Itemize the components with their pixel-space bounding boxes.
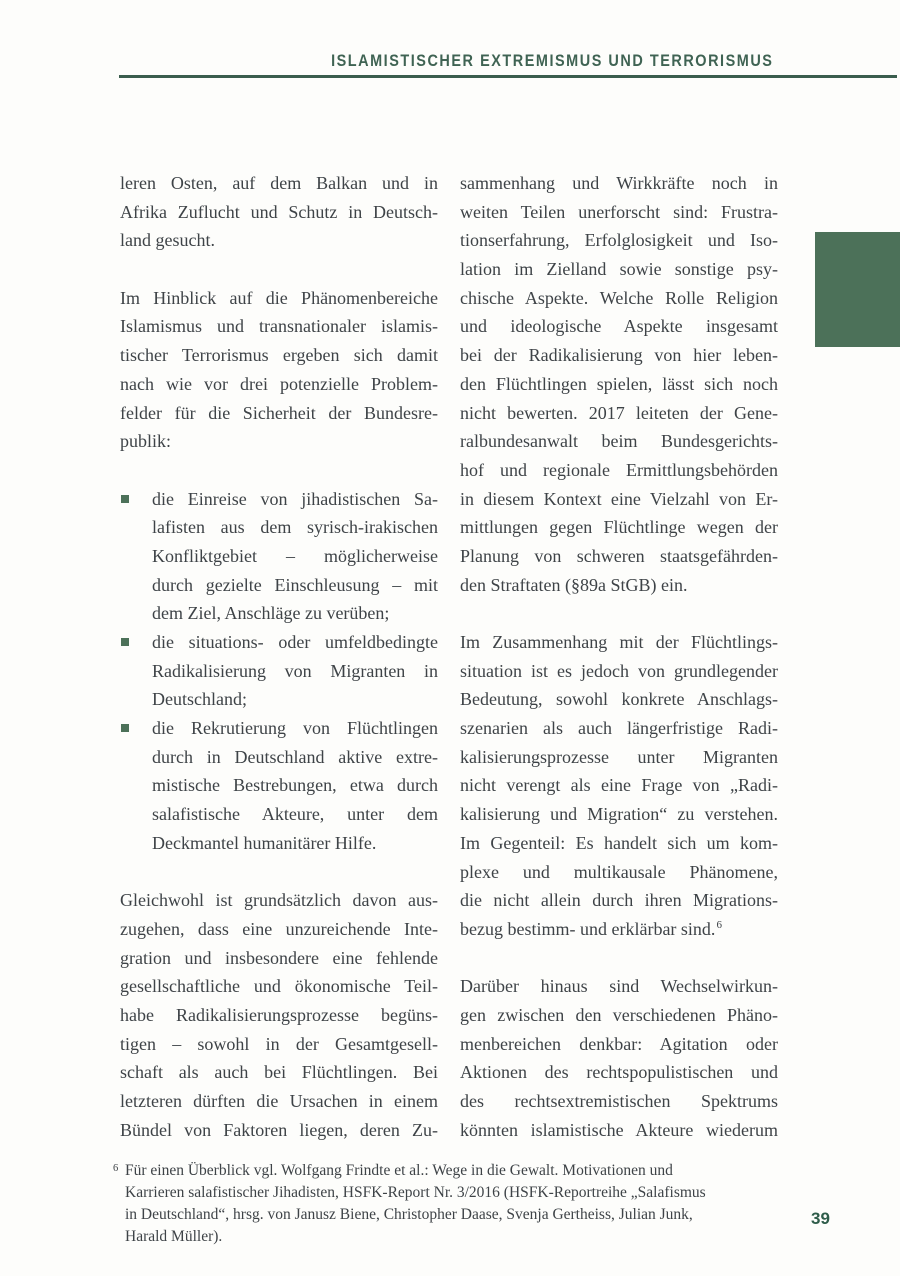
text-line: durch gezielte Einschleusung – mit	[152, 574, 438, 595]
text-line: zugehen, dass eine unzureichende Inte-	[120, 918, 438, 939]
footnote-line	[113, 1160, 825, 1182]
text-line: szenarien als auch längerfristige Radi-	[460, 718, 778, 739]
text-line: den Flüchtlingen spielen, lässt sich noch	[460, 373, 778, 394]
text-line: leren Osten, auf dem Balkan und in	[120, 173, 438, 193]
bullet-item	[152, 628, 438, 714]
text-line: die Rekrutierung von Flüchtlingen	[152, 718, 438, 739]
text-line: hof und regionale Ermittlungsbehörden	[460, 459, 778, 480]
text-line: plexe und multikausale Phänomene,	[460, 861, 778, 882]
text-line: kalisierungsprozesse unter Migranten	[460, 746, 778, 767]
text-line-fragment: bezug bestimm- und erklärbar sind.	[460, 918, 716, 939]
text-line: Radikalisierung von Migranten in	[152, 660, 438, 681]
text-line: lation im Zielland sowie sonstige psy-	[460, 259, 778, 280]
text-line: Planung von schweren staatsgefährden-	[460, 545, 778, 566]
text-line: die Einreise von jihadistischen Sa-	[152, 488, 438, 509]
text-line: land gesucht.	[120, 230, 215, 251]
text-line: durch in Deutschland aktive extre-	[152, 746, 438, 767]
column-right	[460, 169, 778, 1144]
bullet-item	[152, 714, 438, 857]
text-line: Gleichwohl ist grundsätzlich davon aus-	[120, 890, 438, 911]
text-line: salafistische Akteure, unter dem	[152, 804, 438, 825]
text-line: nach wie vor drei potenzielle Problem-	[120, 373, 438, 394]
text-line: mistische Bestrebungen, etwa durch	[152, 775, 438, 796]
text-line: menbereichen denkbar: Agitation oder	[460, 1033, 778, 1054]
text-line: ralbundesanwalt beim Bundesgerichts-	[460, 431, 778, 452]
footnote-reference: 6	[716, 918, 722, 931]
text-line: situation ist es jedoch von grundlegender	[460, 660, 778, 681]
text-line: gesellschaftliche und ökonomische Teil-	[120, 976, 438, 997]
text-line: tionserfahrung, Erfolglosigkeit und Iso-	[460, 230, 778, 251]
text-line: chische Aspekte. Welche Rolle Religion	[460, 287, 778, 308]
text-line: die situations- oder umfeldbedingte	[152, 632, 438, 652]
text-line: gen zwischen den verschiedenen Phäno-	[460, 1004, 778, 1025]
text-line: tischer Terrorismus ergeben sich damit	[120, 345, 438, 366]
text-line: Im Hinblick auf die Phänomenbereiche	[120, 287, 438, 308]
text-line: Bedeutung, sowohl konkrete Anschlags-	[460, 689, 778, 710]
text-line: Im Zusammenhang mit der Flüchtlings-	[460, 632, 778, 652]
text-line: schaft als auch bei Flüchtlingen. Bei	[120, 1062, 438, 1083]
text-line: letzteren dürften die Ursachen in einem	[120, 1091, 438, 1111]
footnote-text: Für einen Überblick vgl. Wolfgang Frindte et al.: Wege in die Gewalt. Motivationen und	[125, 1162, 673, 1179]
text-line: sammenhang und Wirkkräfte noch in	[460, 173, 778, 193]
text-line: weiten Teilen unerforscht sind: Frustra-	[460, 201, 778, 222]
text-line: Deckmantel humanitärer Hilfe.	[152, 832, 377, 853]
text-line: mittlungen gegen Flüchtlinge wegen der	[460, 517, 778, 538]
text-line: nicht verengt als eine Frage von „Radi-	[460, 775, 778, 796]
page-header-title: ISLAMISTISCHER EXTREMISMUS UND TERRORISMUS	[330, 51, 773, 70]
footnote-marker: 6	[113, 1163, 119, 1174]
paragraph	[120, 284, 438, 456]
paragraph	[120, 886, 438, 1144]
header-rule	[119, 75, 897, 78]
bullet-square-icon	[121, 495, 129, 503]
text-line: und ideologische Aspekte insgesamt	[460, 316, 778, 337]
text-line: tigen – sowohl in der Gesamtgesell-	[120, 1033, 438, 1054]
text-line: Im Gegenteil: Es handelt sich um kom-	[460, 832, 778, 853]
paragraph	[460, 972, 778, 1144]
footnote-line: in Deutschland“, hrsg. von Janusz Biene, Christopher Daase, Svenja Gertheiss, Julian Junk,	[125, 1206, 693, 1223]
text-line: Aktionen des rechtspopulistischen und	[460, 1062, 778, 1083]
text-line: bei der Radikalisierung von hier leben-	[460, 345, 778, 366]
paragraph	[460, 628, 778, 944]
page-number: 39	[811, 1209, 830, 1228]
text-line: habe Radikalisierungsprozesse begüns-	[120, 1004, 438, 1025]
column-left	[120, 169, 438, 1144]
bullet-square-icon	[121, 724, 129, 732]
text-line: lafisten aus dem syrisch-irakischen	[152, 517, 438, 538]
text-line: Konfliktgebiet – möglicherweise	[152, 545, 438, 566]
bullet-item	[152, 485, 438, 628]
text-line: felder für die Sicherheit der Bundesre-	[120, 402, 438, 423]
text-line: könnten islamistische Akteure wiederum	[460, 1119, 778, 1140]
text-line: nicht bewerten. 2017 leiteten der Gene-	[460, 402, 778, 423]
text-line: in diesem Kontext eine Vielzahl von Er-	[460, 488, 778, 509]
text-line: Deutschland;	[152, 689, 247, 710]
bullet-list	[120, 485, 438, 858]
section-tab-marker	[815, 232, 900, 347]
text-line: Bündel von Faktoren liegen, deren Zu-	[120, 1119, 438, 1140]
text-line: publik:	[120, 431, 172, 452]
text-line: Darüber hinaus sind Wechselwirkun-	[460, 976, 778, 997]
bullet-square-icon	[121, 638, 129, 646]
text-line: kalisierung und Migration“ zu verstehen.	[460, 804, 778, 825]
text-line: gration und insbesondere eine fehlende	[120, 947, 438, 968]
paragraph	[460, 169, 778, 599]
text-line: Islamismus und transnationaler islamis-	[120, 316, 438, 337]
footnote	[113, 1160, 825, 1248]
text-line: dem Ziel, Anschläge zu verüben;	[152, 603, 390, 624]
text-line	[460, 915, 778, 944]
footnote-line: Harald Müller).	[125, 1228, 223, 1245]
text-line: Afrika Zuflucht und Schutz in Deutsch-	[120, 201, 438, 222]
footnote-line: Karrieren salafistischer Jihadisten, HSFK-Report Nr. 3/2016 (HSFK-Reportreihe „Salafismus	[125, 1184, 706, 1201]
text-line: die nicht allein durch ihren Migrations-	[460, 890, 778, 911]
paragraph	[120, 169, 438, 255]
text-line: des rechtsextremistischen Spektrums	[460, 1091, 778, 1111]
text-line: den Straftaten (§89a StGB) ein.	[460, 574, 688, 595]
